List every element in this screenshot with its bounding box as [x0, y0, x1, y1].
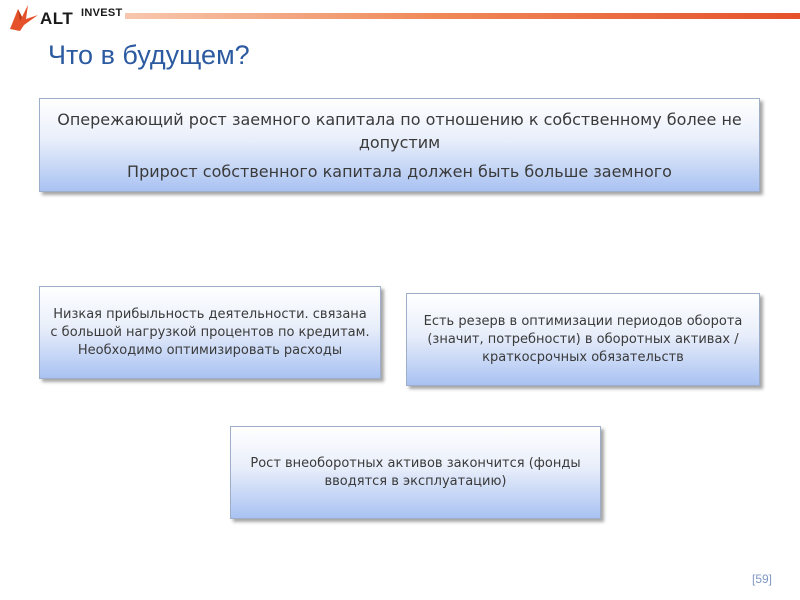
callout-text: Низкая прибыльность деятельности. связана с большой нагрузкой процентов по кредитам. Необходимо оптимизировать расходы	[50, 306, 370, 358]
page-number: [59]	[752, 572, 773, 586]
callout-text: Есть резерв в оптимизации периодов оборота (значит, потребности) в оборотных активах /краткосрочных обязательств	[423, 313, 743, 365]
logo-text-alt: ALT	[40, 9, 74, 28]
logo-text-invest: INVEST	[81, 7, 123, 19]
callout-box-profitability	[39, 286, 381, 379]
callout-text: Рост внеоборотных активов закончится (фонды вводятся в эксплуатацию)	[250, 455, 581, 489]
callout-text-line-2: Прирост собственного капитала должен быть больше заемного	[127, 161, 672, 181]
logo	[8, 3, 126, 33]
fox-icon	[8, 3, 42, 33]
callout-box-fixed-assets	[230, 426, 601, 519]
callout-text-line-1: Опережающий рост заемного капитала по отношению к собственному более не допустим	[57, 109, 742, 152]
callout-box-turnover	[406, 293, 760, 386]
callout-box-borrowed-capital	[39, 98, 760, 192]
page-title: Что в будущем?	[48, 40, 250, 70]
header-accent-bar	[125, 13, 800, 19]
